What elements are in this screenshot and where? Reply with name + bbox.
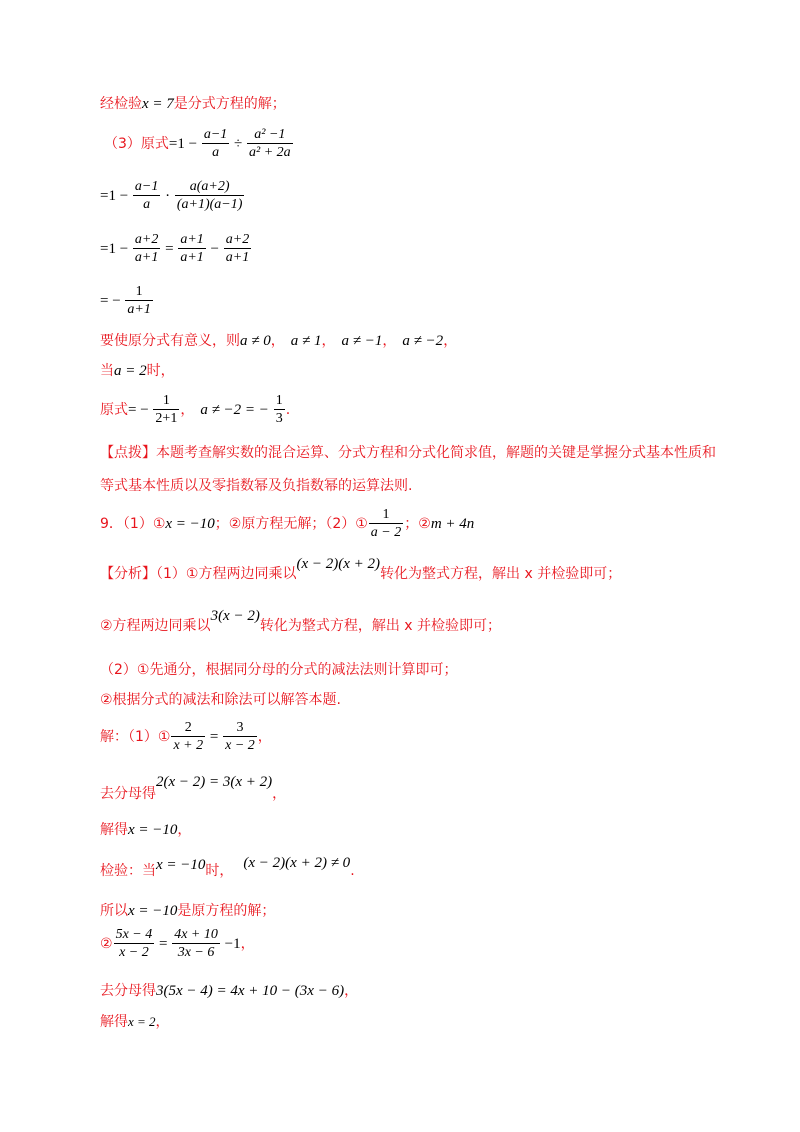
math-op: = (206, 729, 223, 745)
fraction: $\frac{4x + 10}{3x - 6}$ (174, 927, 218, 960)
text: ② (100, 936, 113, 952)
text: 是原方程的解； (177, 903, 276, 919)
fraction: $\frac{a+2}{a+1}$ (134, 232, 159, 265)
text: ， (443, 333, 458, 349)
math-expr: =1 − (168, 136, 201, 152)
text: 原式 (100, 402, 128, 418)
solution-line-2 (100, 928, 255, 960)
fraction: $\frac{1}{a+1}$ (127, 284, 151, 317)
conclusion-line (100, 904, 275, 919)
fraction: $\frac{5x - 4}{x - 2}$ (115, 927, 153, 960)
fraction: $\frac{a-1}{a}$ (203, 127, 228, 160)
math-expr: x = −10 (128, 822, 178, 838)
text: 【分析】（1）①方程两边同乘以 (100, 566, 297, 582)
math-expr: a ≠ 1 (290, 333, 322, 349)
text: ， (240, 936, 255, 952)
fraction: $\frac{a+2}{a+1}$ (225, 232, 250, 265)
math-expr: a ≠ −2 (402, 333, 444, 349)
text: ②方程两边同乘以 (100, 618, 211, 634)
math-expr: m + 4n (430, 516, 475, 532)
step-line-2 (100, 233, 252, 265)
fraction: $\frac{3}{x - 2}$ (225, 720, 255, 753)
text: 检验：当 (100, 863, 156, 879)
analysis-line-1 (100, 556, 622, 582)
math-op: − (206, 241, 223, 257)
check-line (100, 855, 355, 879)
text: 解得 (100, 1014, 128, 1030)
text: 解：（1）① (100, 729, 171, 745)
domain-condition-line (100, 334, 457, 349)
text: ， (177, 822, 192, 838)
text: ， (155, 1014, 170, 1030)
math-op: ÷ (230, 136, 247, 152)
step-line-1 (100, 180, 245, 212)
fraction: $\frac{a+1}{a+1}$ (180, 232, 204, 265)
fraction: $\frac{\text{a² −1}}{\text{a² + 2a}}$ (249, 127, 291, 160)
text: 转化为整式方程，解出 x 并检验即可； (380, 566, 622, 582)
text: 去分母得 (100, 786, 156, 802)
hint-paragraph-line2: 等式基本性质以及零指数幂及负指数幂的运算法则. (100, 478, 413, 494)
math-expr: x = −10 (128, 903, 178, 919)
solution-line-1 (100, 721, 272, 753)
text: 9．（1）① (100, 516, 166, 532)
text: 解得 (100, 822, 128, 838)
text: 要使原分式有意义，则 (100, 333, 240, 349)
math-expr: a ≠ 0 (240, 333, 271, 349)
math-expr: = − (128, 402, 153, 418)
result-line (100, 394, 290, 426)
text: . (285, 402, 291, 418)
text: ， (180, 402, 195, 418)
math-op: · (161, 188, 174, 204)
math-expr: =1 − (100, 241, 132, 257)
text: 时， (146, 363, 175, 379)
solved-line-2 (100, 1015, 170, 1029)
math-expr: a ≠ −1 (341, 333, 383, 349)
verify-line-x7 (100, 97, 286, 112)
fraction: $\frac{a-1}{a}$ (134, 179, 159, 212)
text: . (350, 863, 355, 879)
math-expr: (x − 2)(x + 2) (296, 556, 381, 572)
text: ， (382, 333, 397, 349)
math-expr: a = 2 (114, 363, 147, 379)
math-expr: x = −10 (156, 857, 206, 873)
math-expr: = − (100, 293, 125, 309)
text: （3）原式 (104, 136, 169, 152)
math-op: = (155, 936, 172, 952)
text: ， (321, 333, 336, 349)
text: ；②原方程无解；（2）① (214, 516, 368, 532)
analysis-line-4: ②根据分式的减法和除法可以解答本题. (100, 692, 341, 708)
text: ， (272, 786, 287, 802)
text: 是分式方程的解； (173, 96, 286, 112)
solved-line-1 (100, 823, 191, 838)
math-expr: =1 − (100, 188, 132, 204)
math-expr: 3(5x − 4) = 4x + 10 − (3x − 6) (156, 983, 345, 999)
math-expr: x = 2 (128, 1014, 156, 1029)
text: 经检验 (100, 96, 142, 112)
analysis-line-2 (100, 608, 502, 634)
denominator-removed-line-1 (100, 774, 287, 802)
math-op: = (161, 241, 178, 257)
fraction: $\frac{1}{3}$ (275, 393, 283, 426)
text: ；② (404, 516, 431, 532)
part3-original-expression (104, 128, 294, 160)
text: 当 (100, 363, 114, 379)
text: ， (344, 983, 359, 999)
fraction: $\frac{2}{x + 2}$ (173, 720, 204, 753)
text: ， (270, 333, 285, 349)
q9-answer-line (100, 508, 474, 540)
text: 转化为整式方程，解出 x 并检验即可； (259, 618, 502, 634)
fraction: $\frac{1}{2+1}$ (155, 393, 178, 426)
text: 去分母得 (100, 983, 156, 999)
math-expr: 3(x − 2) (210, 608, 260, 624)
fraction: $\frac{a(a+2)}{(a+1)(a-1)}$ (176, 179, 243, 212)
text: ， (257, 729, 272, 745)
math-expr: 2(x − 2) = 3(x + 2) (156, 774, 273, 790)
hint-paragraph-line1: 【点拨】本题考查解实数的混合运算、分式方程和分式化简求值，解题的关键是掌握分式基本性质和 (100, 445, 716, 461)
denominator-removed-line-2 (100, 984, 358, 999)
fraction: $\frac{1}{a - 2}$ (370, 507, 402, 540)
math-expr: a ≠ −2 = − (200, 402, 273, 418)
text: 时， (205, 863, 234, 879)
math-expr: −1 (220, 936, 241, 952)
analysis-line-3: （2）①先通分，根据同分母的分式的减法法则计算即可； (100, 662, 458, 678)
math-expr: x = −10 (165, 516, 215, 532)
math-expr: x = 7 (142, 96, 174, 112)
when-a-2-line (100, 364, 175, 379)
math-expr: (x − 2)(x + 2) ≠ 0 (243, 855, 351, 871)
text: 所以 (100, 903, 128, 919)
step-line-3 (100, 285, 154, 317)
